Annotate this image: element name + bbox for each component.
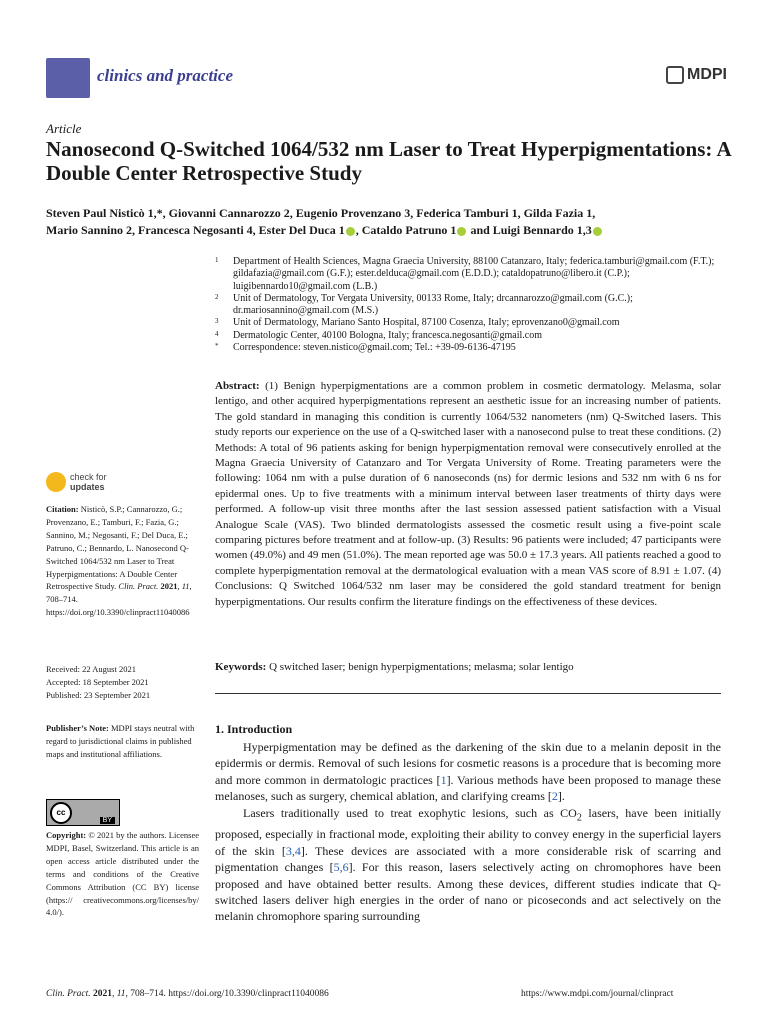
text: ]. For this reason, lasers selectively acting on chromophores have been proposed and have obtained better results. Among these devices, different studies indicate that Q-switched lasers deliver high energies in the order of nano or picoseconds and act selectively on the melanin chromophore sparing surrounding	[215, 860, 722, 924]
affiliation-text: Unit of Dermatology, Tor Vergata University, 00133 Rome, Italy; drcannarozzo@gmail.com (G.C.); dr.mariosannino@gmail.com (M.S.)	[233, 292, 633, 317]
citation-label: Citation:	[46, 504, 79, 514]
affiliation-number: 1	[215, 256, 219, 264]
publisher-note-label: Publisher’s Note:	[46, 723, 109, 733]
footer-url[interactable]: https://www.mdpi.com/journal/clinpract	[521, 989, 674, 999]
cc-by-license-badge[interactable]	[46, 799, 120, 826]
authors-segment: Mario Sannino 2, Francesca Negosanti 4, Ester Del Duca 1	[46, 223, 345, 237]
publisher-logo	[666, 66, 727, 84]
affiliation-text: Correspondence: steven.nistico@gmail.com; Tel.: +39-09-6136-47195	[233, 342, 516, 354]
reference-link[interactable]: 2	[551, 789, 558, 804]
keywords	[215, 661, 721, 673]
reference-link[interactable]: 3,4	[285, 843, 301, 858]
footer-year: 2021	[90, 989, 112, 999]
affiliation-item	[215, 342, 735, 354]
orcid-icon[interactable]	[346, 227, 355, 236]
affiliation-text: Unit of Dermatology, Mariano Santo Hospital, 87100 Cosenza, Italy; eprovenzano0@gmail.com	[233, 317, 620, 329]
affiliations	[215, 256, 735, 354]
publication-dates	[46, 663, 199, 702]
citation-volume: , 11,	[177, 581, 192, 592]
affiliation-text: Department of Health Sciences, Magna Graecia University, 88100 Catanzaro, Italy; federica.tamburi@gmail.com (F.T.); gildafazia@gmail.com (G.F.); ester.delduca@gmail.com (E.D.D.); cataldopatruno@libero.it (C.P.); luigibennardo10@gmail.com (L.B.)	[233, 256, 715, 292]
journal-name: clinics and practice	[97, 66, 233, 85]
copyright-label: Copyright:	[46, 830, 87, 840]
article-title: Nanosecond Q-Switched 1064/532 nm Laser to Treat Hyperpigmentations: A Double Center Retrospective Study	[46, 137, 731, 185]
keywords-label: Keywords:	[215, 661, 267, 673]
article-type: Article	[46, 121, 82, 136]
check-updates-line: check for	[70, 472, 107, 482]
affiliation-number: 4	[215, 329, 219, 338]
text: ]. Various methods have been proposed to manage these melanoses, such as surgery, chemical ablation, and clarifying creams [	[215, 772, 721, 804]
text: ].	[557, 789, 565, 804]
abstract-text: (1) Benign hyperpigmentations are a common problem in cosmetic dermatology. Melasma, solar lentigo, and other acquired hyperpigmentations represent an aesthetic issue for an increasing number of patients. The gold standard in managing this condition is currently 1064/532 nanometers (nm) Q-Switched lasers. This study reports our experience on the use of a Q-switched laser with a nanosecond pulse to treat these conditions. (2) Methods: A total of 96 patients asking for benign hyperpigmentation removal were consecutively enrolled at the Magna Graecia University of Catanzaro and Tor Vergata University of Rome. Treating parameters were the following: 1064 nm with a pulse duration of 6 nanoseconds (ns) for dermic lesions and 532 nm with 6 ns for epidermal ones. Up to five treatments with a minimum interval between laser treatments of thirty days were performed. A follow-up visit three months after the last session assessed patient satisfaction with a Visual Analogue Scale (VAS). Two blinded dermatologists assessed the cosmetic result using a five-point scale comparing pictures before treatment and at follow-up. (3) Results: 96 patients were included; 47 participants were women (49.0%) and 49 men (51.0%). The mean reported age was 50.0 ± 17.3 years. All patients reached a good to complete hyperpigmentation removal at the dermatological evaluation with a mean VAS score of 8.91 ± 1.07. (4) Conclusions: Q Switched 1064/532 nm laser may be considered the gold standard treatment for benign hyperpigmentations. Our results confirm the literature findings on the effectiveness of these devices.	[215, 380, 721, 608]
text: ]. These devices are associated with a more considerable risk of scarring and pigmentation changes [	[215, 843, 722, 875]
affiliation-item	[215, 256, 735, 293]
reference-link[interactable]: 1	[440, 772, 447, 787]
section-heading: 1. Introduction	[215, 722, 293, 736]
footer-doi[interactable]: 708–714. https://doi.org/10.3390/clinpract11040086	[127, 989, 329, 999]
authors-segment: , Cataldo Patruno 1	[355, 223, 457, 237]
text: lasers, have been initially proposed, especially in fractional mode, exploiting their ability to convey energy in the superficial layers of the skin [	[215, 805, 721, 858]
paragraph	[215, 739, 721, 805]
affiliation-item	[215, 317, 735, 329]
abstract	[215, 379, 721, 610]
orcid-icon[interactable]	[593, 227, 602, 236]
abstract-label: Abstract:	[215, 380, 260, 392]
footer-volume: , 11,	[111, 989, 128, 999]
check-updates-button[interactable]	[46, 472, 107, 492]
divider	[215, 693, 721, 694]
subscript: 2	[576, 812, 582, 824]
text: Lasers traditionally used to treat exophytic lesions, such as CO	[243, 805, 577, 820]
orcid-icon[interactable]	[457, 227, 466, 236]
mdpi-icon	[666, 66, 684, 84]
check-updates-icon	[46, 472, 66, 492]
affiliation-number: 2	[215, 292, 219, 301]
check-updates-line: updates	[70, 482, 105, 492]
accepted-date: Accepted: 18 September 2021	[46, 676, 149, 687]
affiliation-item	[215, 330, 735, 342]
citation-text: Nisticò, S.P.; Cannarozzo, G.; Provenzano, E.; Tamburi, F.; Fazia, G.; Sannino, M.; Negosanti, F.; Del Duca, E.; Patruno, C.; Bennardo, L. Nanosecond Q-Switched 1064/532 nm Laser to Treat Hyperpigmentations: A Double Center Retrospective Study.	[46, 504, 189, 592]
citation-journal: Clin. Pract.	[118, 581, 159, 592]
copyright	[46, 829, 199, 919]
text: Hyperpigmentation may be defined as the darkening of the skin due to a melanin deposit in the epidermis or dermis. Removal of such lesions for cosmetic reasons is a procedure that is becoming more and more common in dermatologic practices [	[215, 740, 721, 787]
publisher-note	[46, 722, 199, 761]
publisher-note-text: MDPI stays neutral with regard to jurisdictional claims in published maps and institutional affiliations.	[46, 723, 195, 759]
affiliation-item	[215, 293, 735, 318]
journal-logo	[46, 58, 90, 98]
citation-year: 2021	[158, 581, 178, 592]
reference-link[interactable]: 5,6	[333, 860, 349, 875]
author-list	[46, 205, 736, 239]
footer-journal: Clin. Pract.	[46, 989, 91, 999]
introduction-body	[215, 739, 721, 925]
publisher-name: MDPI	[687, 66, 727, 84]
copyright-text: © 2021 by the authors. Licensee MDPI, Basel, Switzerland. This article is an open access article distributed under the terms and conditions of the Creative Commons Attribution (CC BY) license (https:// creativecommons.org/licenses/by/ 4.0/).	[46, 830, 199, 918]
published-date: Published: 23 September 2021	[46, 689, 151, 700]
affiliation-number: 3	[215, 317, 219, 326]
affiliation-number: *	[215, 342, 219, 351]
received-date: Received: 22 August 2021	[46, 664, 136, 674]
by-icon: BY	[100, 817, 115, 824]
citation-pages[interactable]: 708–714. https://doi.org/10.3390/clinpract11040086	[46, 594, 190, 618]
affiliation-text: Dermatologic Center, 40100 Bologna, Italy; francesca.negosanti@gmail.com	[233, 329, 542, 341]
paragraph	[215, 805, 721, 925]
authors-line-1: Steven Paul Nisticò 1,*, Giovanni Cannarozzo 2, Eugenio Provenzano 3, Federica Tamburi 1, Gilda Fazia 1,	[46, 206, 596, 220]
authors-segment: and Luigi Bennardo 1,3	[467, 223, 592, 237]
keywords-text: Q switched laser; benign hyperpigmentations; melasma; solar lentigo	[266, 661, 574, 673]
authors-line-2	[46, 222, 736, 239]
cc-icon: cc	[50, 802, 72, 824]
footer-citation	[46, 989, 329, 999]
citation	[46, 503, 199, 619]
